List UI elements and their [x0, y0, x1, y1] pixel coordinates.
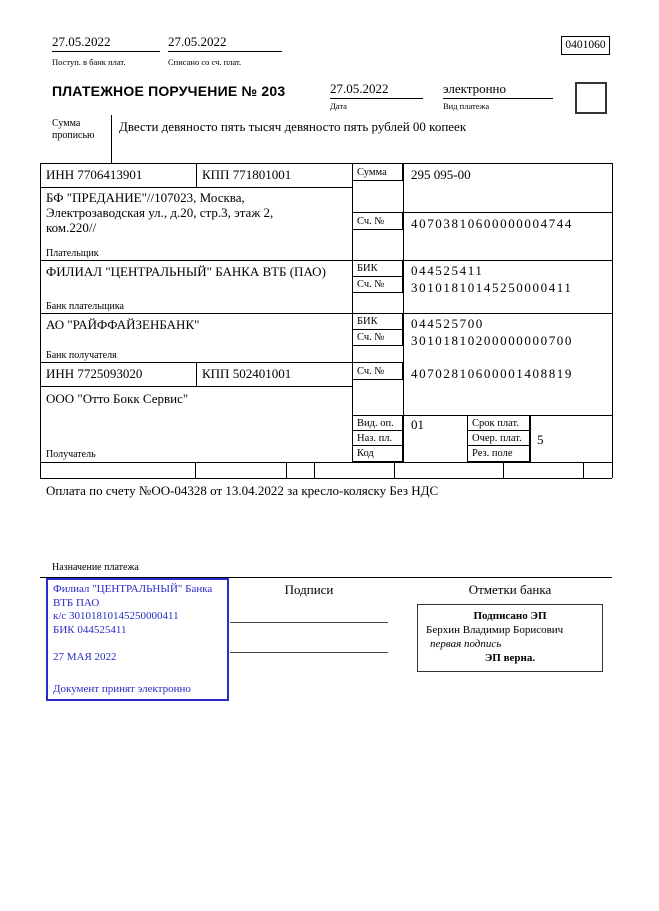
- stamp-bank-name: Филиал "ЦЕНТРАЛЬНЫЙ" Банка ВТБ ПАО: [53, 583, 213, 609]
- signature-line-1: [230, 622, 388, 623]
- amount-in-words-value: Двести девяносто пять тысяч девяносто пять рублей 00 копеек: [119, 119, 467, 134]
- payer-bank-name: ФИЛИАЛ "ЦЕНТРАЛЬНЫЙ" БАНКА ВТБ (ПАО): [46, 264, 326, 279]
- payee-bank-bik-value: 044525700: [411, 316, 484, 331]
- payer-bank-bik-label-cell: БИК: [352, 260, 403, 277]
- payee-bank-label: Банк получателя: [46, 350, 117, 361]
- payer-bank-bik-value: 044525411: [411, 263, 484, 278]
- payment-assignment-label-cell: Наз. пл.: [352, 430, 403, 446]
- status-checkbox: [575, 82, 607, 114]
- payment-purpose-label: Назначение платежа: [52, 562, 139, 573]
- document-title: ПЛАТЕЖНОЕ ПОРУЧЕНИЕ № 203: [52, 83, 286, 99]
- bank-marks-label: Отметки банка: [468, 582, 552, 597]
- signatures-label: Подписи: [284, 582, 334, 597]
- esig-verified: ЭП верна.: [484, 652, 536, 664]
- payer-account-label-cell: Сч. №: [352, 212, 403, 230]
- code-label-cell: Код: [352, 445, 403, 462]
- payee-bank-account-value: 30101810200000000700: [411, 333, 573, 348]
- payee-account-label-cell: Сч. №: [352, 362, 403, 380]
- payer-bank-label: Банк плательщика: [46, 301, 124, 312]
- reserve-field-label-cell: Рез. поле: [467, 445, 530, 462]
- e-signature-stamp: [417, 604, 603, 672]
- debited-from-account-label: Списано со сч. плат.: [168, 57, 242, 67]
- stamp-corr-account: к/с 30101810145250000411: [53, 610, 179, 622]
- esig-note: первая подпись: [430, 638, 502, 650]
- payee-account-value: 40702810600001408819: [411, 366, 573, 381]
- payer-bank-account-value: 30101810145250000411: [411, 280, 573, 295]
- operation-type-label-cell: Вид. оп.: [352, 415, 403, 431]
- payee-bank-bik-label-cell: БИК: [352, 313, 403, 330]
- requisites-table: [40, 163, 612, 478]
- document-date-value: 27.05.2022: [330, 82, 423, 99]
- stamp-bik: БИК 044525411: [53, 623, 127, 636]
- amount-label-cell: Сумма: [352, 163, 403, 181]
- payment-kind-label: Вид платежа: [443, 101, 490, 111]
- debited-from-account-date: 27.05.2022: [168, 35, 282, 52]
- payee-inn: ИНН 7725093020: [46, 366, 143, 381]
- payment-purpose-text: Оплата по счету №ОО-04328 от 13.04.2022 за кресло-коляску Без НДС: [46, 483, 439, 498]
- payer-label: Плательщик: [46, 248, 99, 259]
- amount-value: 295 095-00: [411, 167, 471, 182]
- payer-kpp: КПП 771801001: [202, 167, 292, 182]
- payment-order-priority-label-cell: Очер. плат.: [467, 430, 530, 446]
- payer-bank-account-label-cell: Сч. №: [352, 276, 403, 293]
- stamp-status: Документ принят электронно: [53, 682, 191, 695]
- received-in-bank-date: 27.05.2022: [52, 35, 160, 52]
- payer-account-value: 40703810600000004744: [411, 216, 573, 231]
- operation-type-value: 01: [411, 417, 424, 432]
- stamp-date: 27 МАЯ 2022: [53, 651, 117, 663]
- signature-line-2: [230, 652, 388, 653]
- document-date-label: Дата: [330, 101, 347, 111]
- payer-inn: ИНН 7706413901: [46, 167, 143, 182]
- payee-label: Получатель: [46, 449, 96, 460]
- payee-kpp: КПП 502401001: [202, 366, 292, 381]
- amount-in-words-label: Сумма прописью: [52, 118, 95, 141]
- esig-signer-name: Берхин Владимир Борисович: [426, 624, 564, 636]
- amount-words-divider: [111, 115, 112, 163]
- payment-order-priority-value: 5: [537, 432, 544, 447]
- esig-title: Подписано ЭП: [473, 610, 547, 622]
- payee-bank-account-label-cell: Сч. №: [352, 329, 403, 346]
- payee-bank-name: АО "РАЙФФАЙЗЕНБАНК": [46, 317, 200, 332]
- form-code-badge: 0401060: [561, 36, 610, 55]
- payer-name-address: БФ "ПРЕДАНИЕ"//107023, Москва, Электрозаводская ул., д.20, стр.3, этаж 2, ком.220//: [46, 190, 274, 235]
- payee-name: ООО "Отто Бокк Сервис": [46, 391, 189, 406]
- payment-kind-value: электронно: [443, 82, 553, 99]
- bank-acceptance-stamp: [46, 578, 229, 701]
- due-date-label-cell: Срок плат.: [467, 415, 530, 431]
- received-in-bank-label: Поступ. в банк плат.: [52, 57, 126, 67]
